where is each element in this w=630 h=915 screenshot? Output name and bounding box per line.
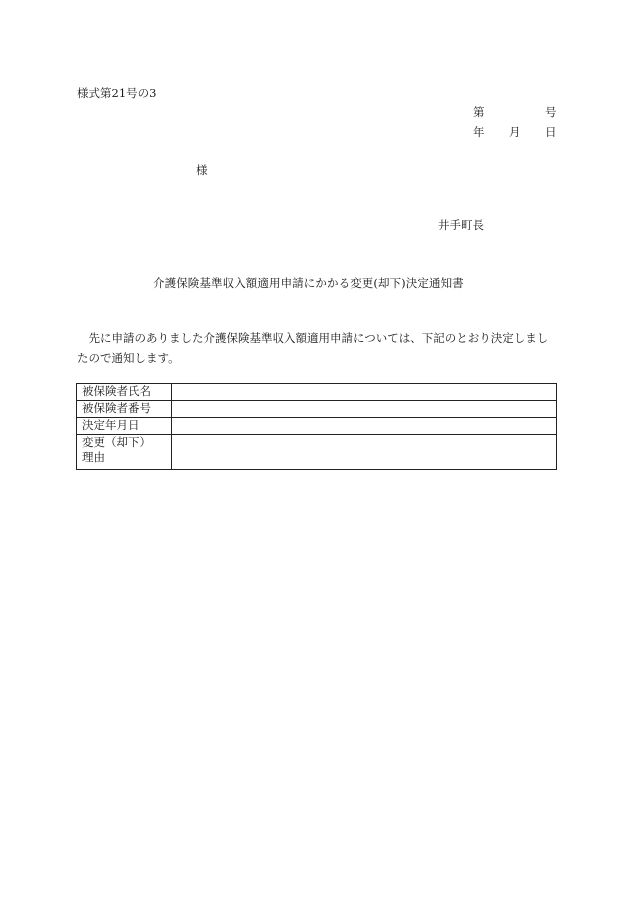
form-number: 様式第21号の3 <box>77 86 157 100</box>
document-body: 先に申請のありました介護保険基準収入額適用申請については、下記のとおり決定しましたので通知します。 <box>77 331 549 365</box>
change-reason-value <box>172 435 557 470</box>
row-label-line: 変更（却下） <box>82 435 151 449</box>
date-day-label: 日 <box>545 125 557 139</box>
document-number-label: 第 <box>473 105 485 119</box>
row-label-decision-date <box>77 418 172 435</box>
table-row <box>77 435 557 470</box>
row-label-insured-number <box>77 401 172 418</box>
addressee-honorific: 様 <box>196 163 208 177</box>
document-number-suffix: 号 <box>545 105 557 119</box>
row-label-insured-name <box>77 384 172 401</box>
document-title: 介護保険基準収入額適用申請にかかる変更(却下)決定通知書 <box>153 276 464 290</box>
row-label-line: 被保険者氏名 <box>82 384 151 398</box>
date-month-label: 月 <box>509 125 521 139</box>
row-label-line: 理由 <box>82 450 105 464</box>
row-label-line: 被保険者番号 <box>82 401 151 415</box>
insured-number-value <box>172 401 557 418</box>
table-row <box>77 401 557 418</box>
date-year-label: 年 <box>473 125 485 139</box>
row-label-change-reason <box>77 435 172 470</box>
insured-name-value <box>172 384 557 401</box>
row-label-line: 決定年月日 <box>82 418 140 432</box>
table-row <box>77 384 557 401</box>
decision-date-value <box>172 418 557 435</box>
table-row <box>77 418 557 435</box>
decision-info-table <box>76 383 557 470</box>
issuer-name: 井手町長 <box>438 218 484 232</box>
